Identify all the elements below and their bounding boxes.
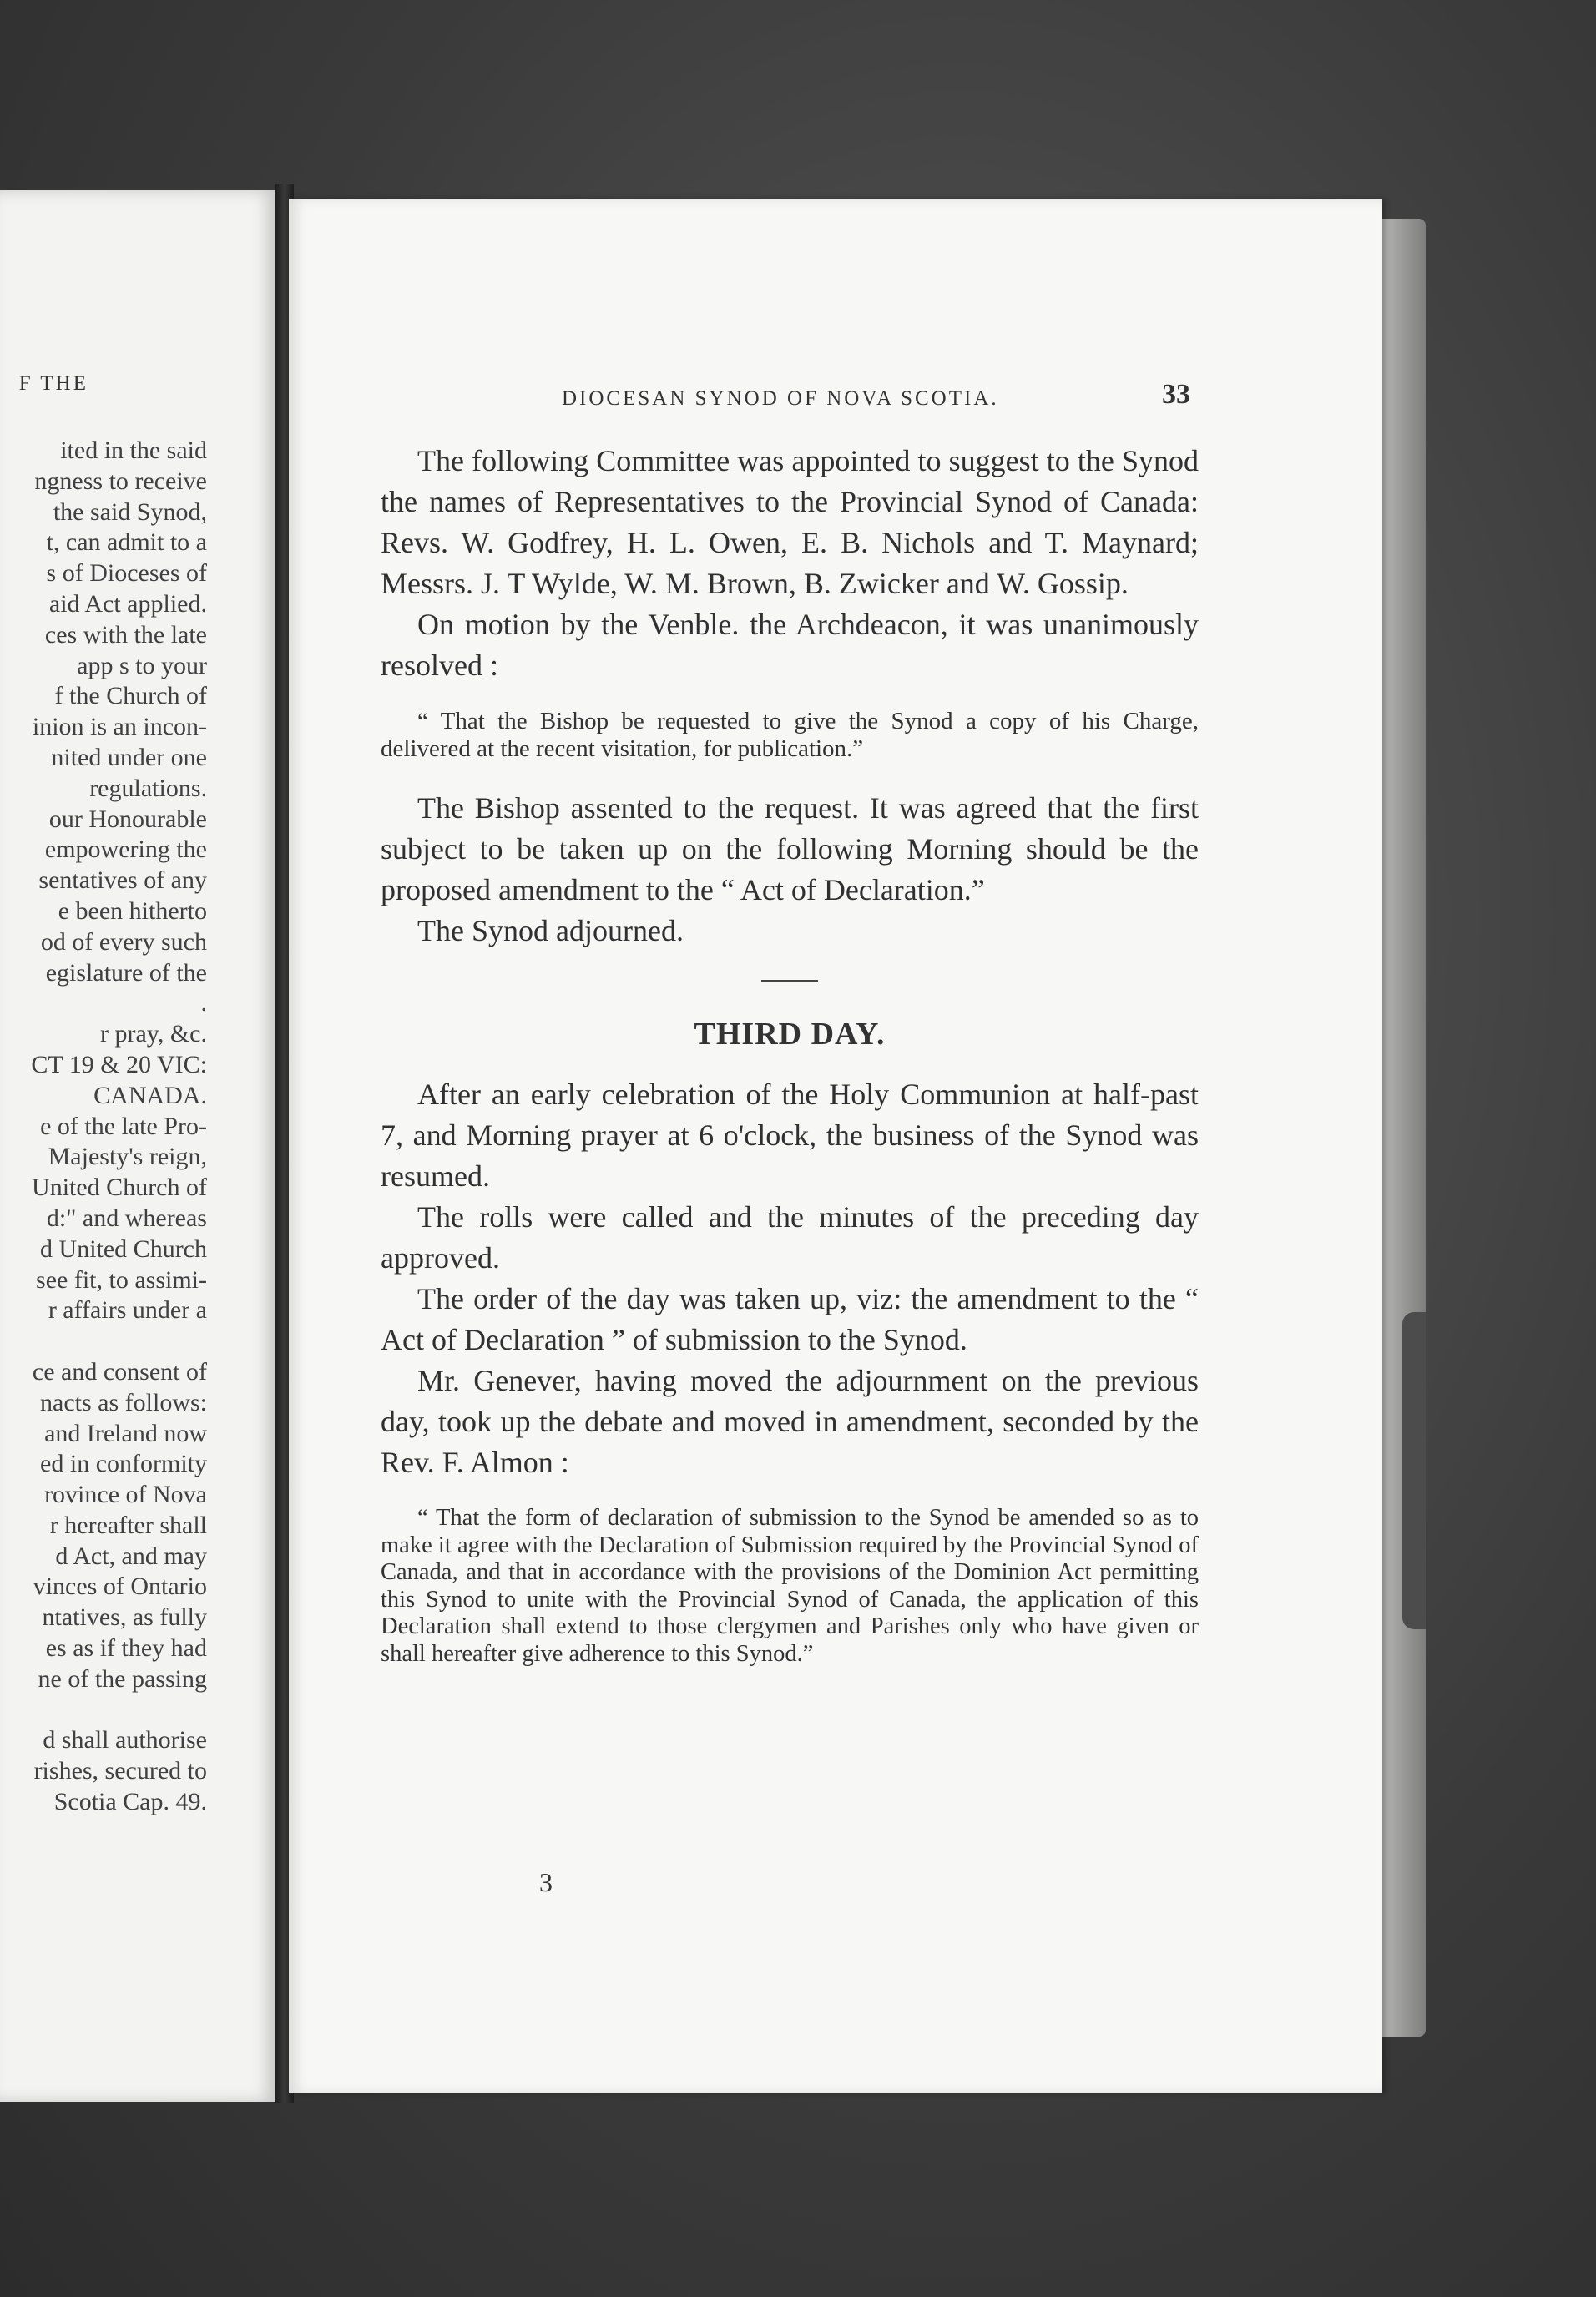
left-page-line: CT 19 & 20 VIC: bbox=[31, 1050, 207, 1078]
left-page-line: aid Act applied. bbox=[48, 589, 207, 618]
left-page-line: . bbox=[200, 989, 207, 1017]
left-page-line: e been hitherto bbox=[58, 896, 207, 925]
left-page-line: rishes, secured to bbox=[33, 1757, 207, 1785]
left-page-line: and Ireland now bbox=[44, 1419, 207, 1447]
running-head: DIOCESAN SYNOD OF NOVA SCOTIA. bbox=[562, 387, 999, 410]
left-page-line: r pray, &c. bbox=[100, 1020, 207, 1048]
left-page-line bbox=[0, 1695, 207, 1726]
left-page-line: t, can admit to a bbox=[46, 528, 207, 557]
left-page-line: ces with the late bbox=[44, 620, 207, 649]
paragraph: After an early celebration of the Holy Communion at half-past 7, and Morning prayer at 6 o'clock, the business of the Synod was resumed. bbox=[381, 1078, 1199, 1193]
left-page-line: egislature of the bbox=[45, 958, 207, 987]
paragraph: The order of the day was taken up, viz: the amendment to the “ Act of Declaration ” of submission to the Synod. bbox=[381, 1282, 1199, 1356]
page-number: 33 bbox=[1162, 379, 1190, 410]
left-page-line: es as if they had bbox=[45, 1634, 207, 1663]
left-running-head: F THE bbox=[18, 372, 88, 395]
left-page-line: e of the late Pro- bbox=[40, 1112, 207, 1140]
paragraph: Mr. Genever, having moved the adjournment on the previous day, took up the debate and moved in amendment, seconded by the Rev. F. Almon : bbox=[381, 1364, 1199, 1479]
left-page-line: ed in conformity bbox=[40, 1450, 207, 1478]
block-quote: “ That the Bishop be requested to give the Synod a copy of his Charge, delivered at the recent visitation, for publication.” bbox=[381, 708, 1199, 762]
left-page-line: our Honourable bbox=[48, 805, 207, 833]
left-page-line: f the Church of bbox=[54, 682, 207, 710]
left-page-line: ne of the passing bbox=[38, 1664, 207, 1693]
section-title: THIRD DAY. bbox=[694, 1017, 886, 1052]
left-page-line: vinces of Ontario bbox=[33, 1573, 207, 1601]
left-page-line: United Church of bbox=[32, 1174, 207, 1202]
left-page-line: r hereafter shall bbox=[49, 1511, 207, 1539]
left-page-line: od of every such bbox=[40, 927, 207, 956]
left-page-line: the said Synod, bbox=[53, 497, 207, 526]
paragraph: The Synod adjourned. bbox=[417, 914, 684, 947]
paragraph: The rolls were called and the minutes of the preceding day approved. bbox=[381, 1200, 1199, 1275]
left-page-line: ngness to receive bbox=[34, 467, 207, 495]
left-page-line: ited in the said bbox=[60, 437, 207, 464]
left-page-line: d Act, and may bbox=[55, 1542, 207, 1570]
page-notch bbox=[1402, 1312, 1426, 1629]
left-page-line: d United Church bbox=[40, 1234, 207, 1263]
block-quote: “ That the form of declaration of submission to the Synod be amended so as to make it agree with the Declaration of Submission required by the Provincial Synod of Canada, and that in accordance with the provisions of the Dominion Act permitting this Synod to unite with the Provincial Synod of Canada, the application of this Declaration shall extend to those clergymen and Parishes only who have given or shall hereafter give adherence to this Synod.” bbox=[381, 1505, 1199, 1667]
paragraph: On motion by the Venble. the Archdeacon, it was unanimously resolved : bbox=[381, 608, 1199, 682]
left-page-line: ntatives, as fully bbox=[42, 1603, 207, 1632]
left-page-line: s of Dioceses of bbox=[46, 559, 207, 588]
left-page-line: sentatives of any bbox=[38, 866, 207, 895]
right-page bbox=[289, 199, 1382, 2093]
left-page-line: regulations. bbox=[89, 774, 207, 802]
left-page-line: r affairs under a bbox=[48, 1296, 207, 1325]
left-page-line bbox=[0, 1326, 207, 1357]
left-page-line: rovince of Nova bbox=[44, 1481, 207, 1509]
signature-mark: 3 bbox=[539, 1867, 553, 1897]
paragraph: The Bishop assented to the request. It was agreed that the first subject to be taken up on the following Morning should be the proposed amendment to the “ Act of Declaration.” bbox=[381, 791, 1199, 906]
left-page-line: empowering the bbox=[44, 836, 207, 864]
left-page-line: Majesty's reign, bbox=[48, 1143, 207, 1171]
left-page bbox=[0, 190, 277, 2102]
left-page-line: nited under one bbox=[51, 743, 207, 771]
left-page-line: nacts as follows: bbox=[40, 1388, 207, 1416]
paragraph: The following Committee was appointed to suggest to the Synod the names of Representatives to the Provincial Synod of Canada: Revs. W. Godfrey, H. L. Owen, E. B. Nichols and T. Maynard; Messrs. J. T Wylde, W. M. Brown, B. Zwicker and W. Gossip. bbox=[381, 444, 1199, 600]
left-page-line: see fit, to assimi- bbox=[36, 1265, 207, 1294]
left-page-line: inion is an incon- bbox=[32, 713, 207, 741]
left-page-line: Scotia Cap. 49. bbox=[53, 1788, 207, 1816]
left-page-line: ce and consent of bbox=[32, 1357, 207, 1386]
page-body bbox=[381, 441, 1199, 1693]
section-rule bbox=[761, 980, 818, 982]
left-page-line: d shall authorise bbox=[43, 1726, 207, 1754]
left-page-line: d:" and whereas bbox=[46, 1204, 207, 1232]
left-page-line: app s to your bbox=[77, 651, 207, 679]
left-page-line: CANADA. bbox=[93, 1081, 207, 1109]
left-page-text bbox=[0, 436, 207, 1818]
